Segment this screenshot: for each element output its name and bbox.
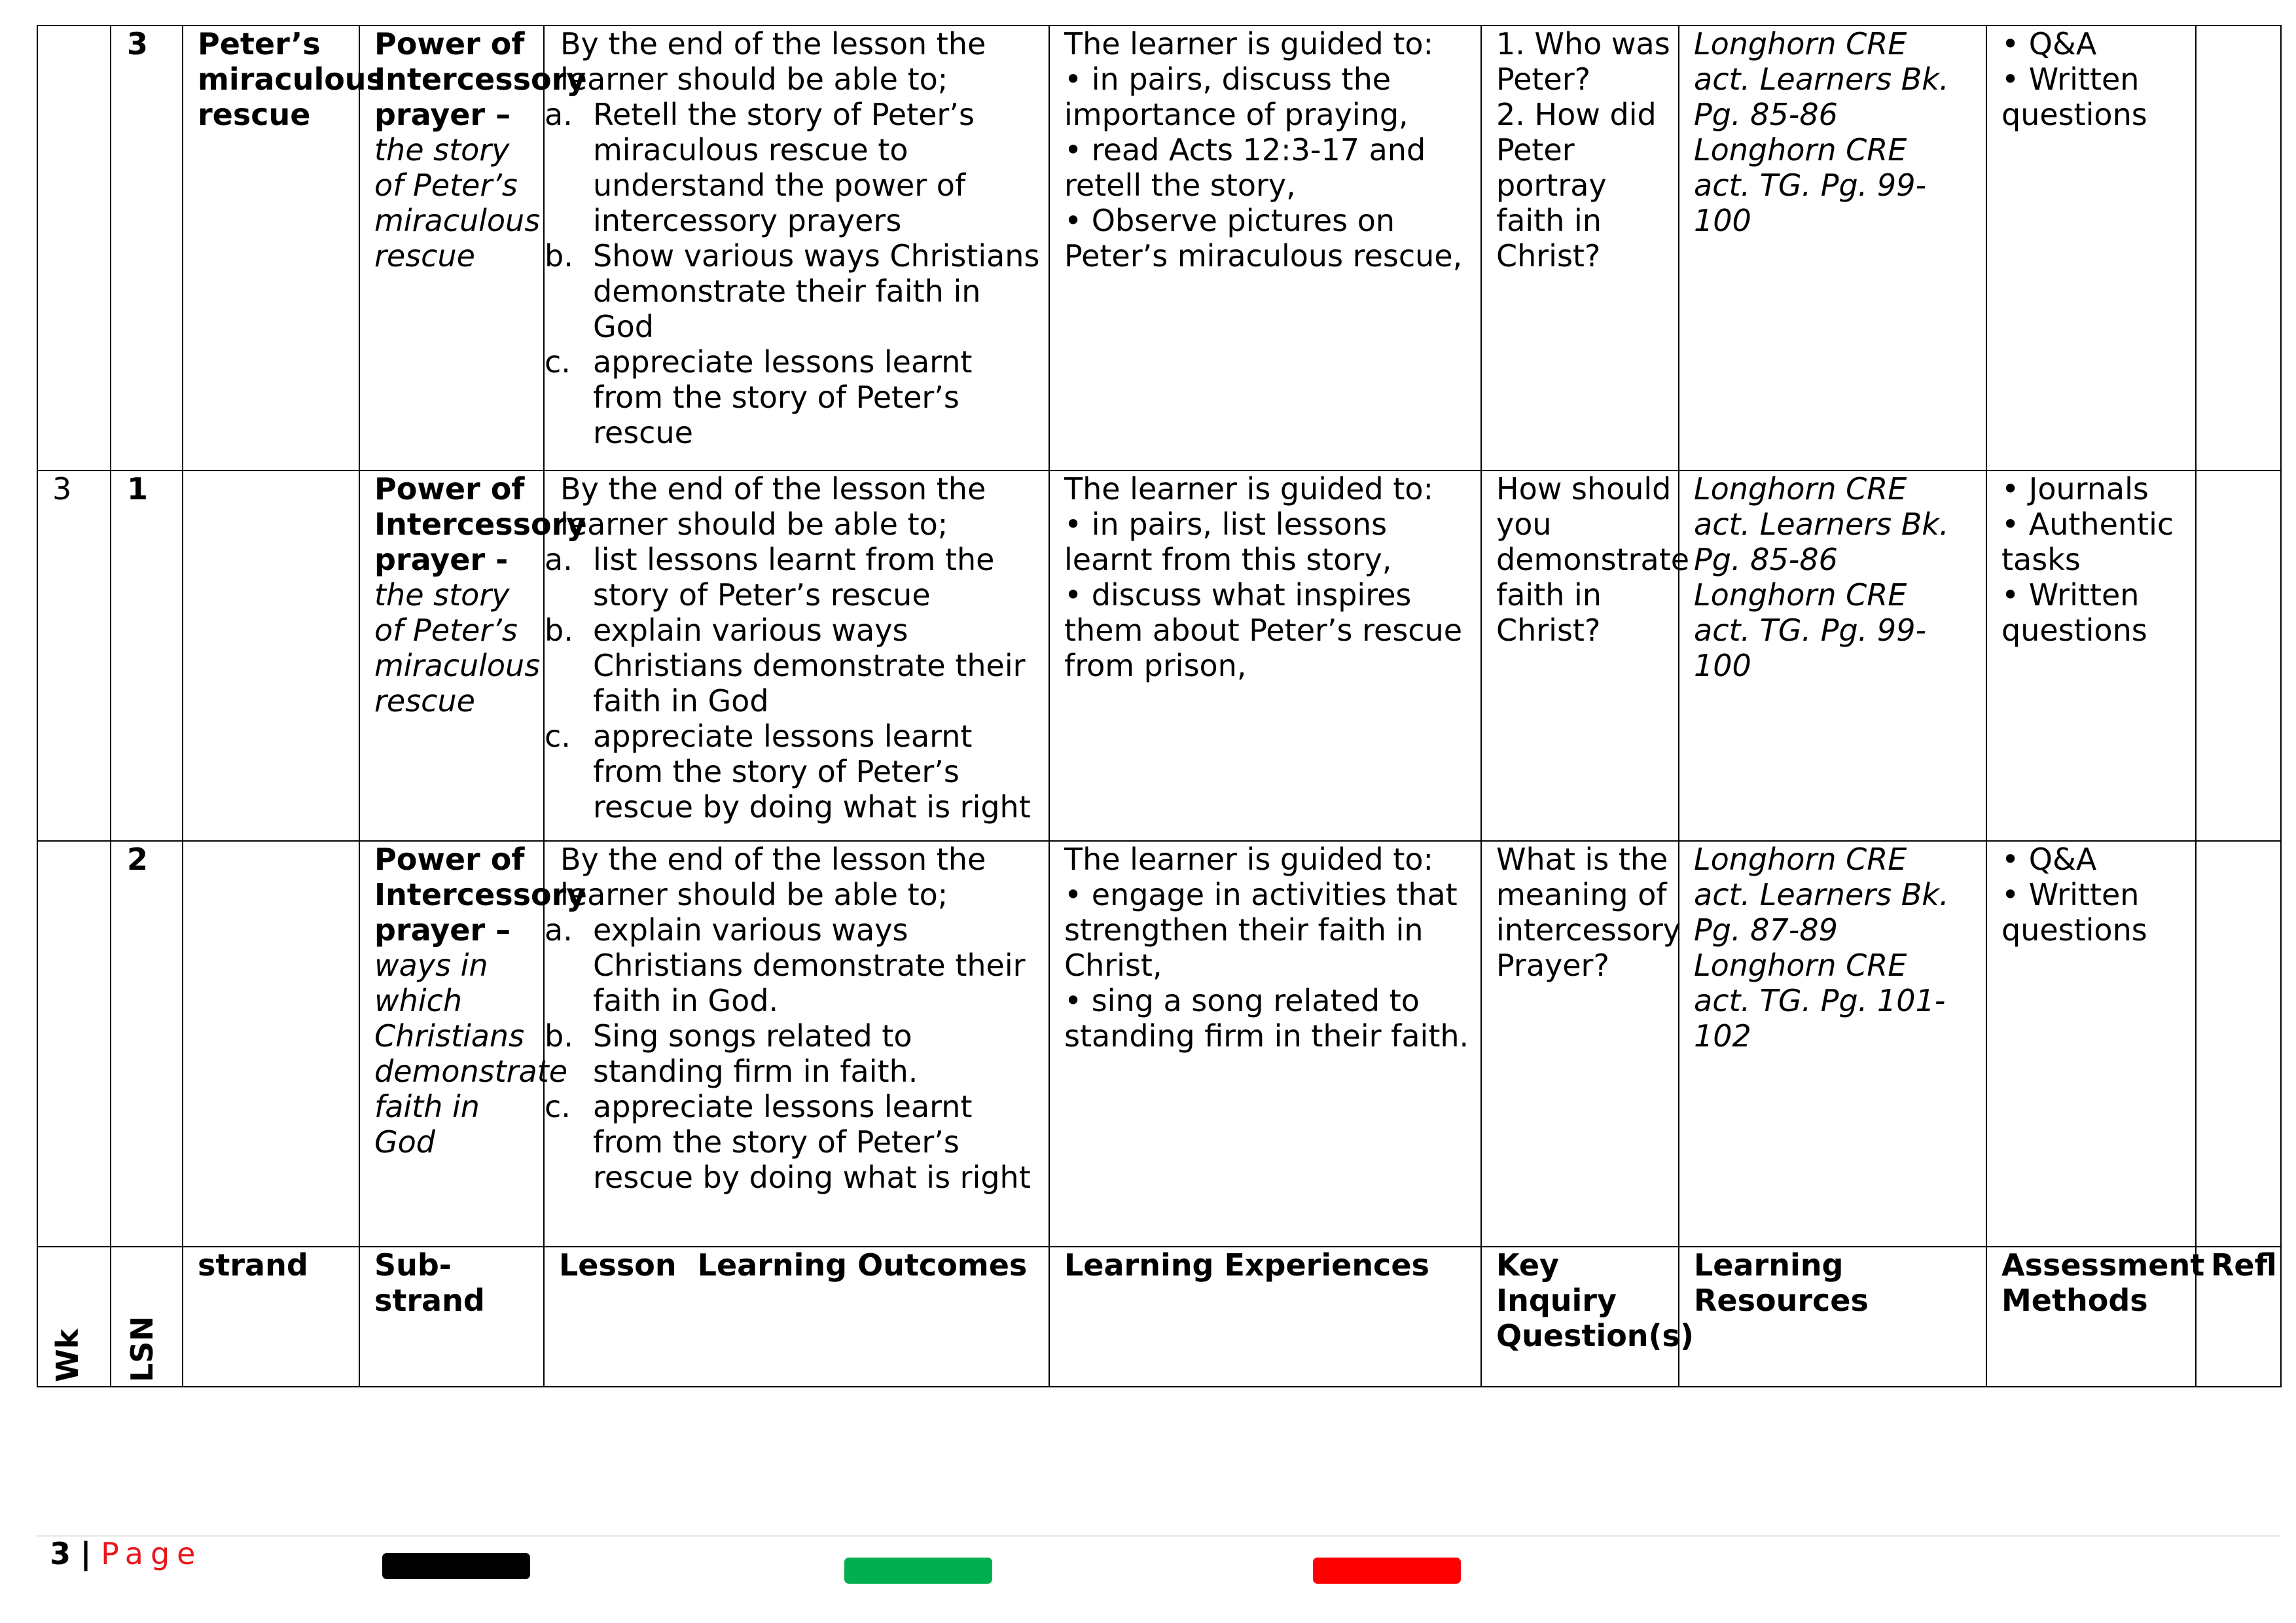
page-label: Page <box>101 1536 203 1571</box>
resource-item: Longhorn CRE act. Learners Bk. Pg. 85-86 <box>1694 26 1949 132</box>
list-item <box>545 1089 1043 1195</box>
experiences-cell <box>1049 26 1481 471</box>
week-cell <box>37 26 111 471</box>
header-outcomes: Lesson Learning Outcomes <box>544 1247 1049 1387</box>
outcomes-list <box>545 97 1043 450</box>
reflection-cell <box>2196 471 2281 841</box>
resource-item: Longhorn CRE act. TG. Pg. 99-100 <box>1694 132 1927 238</box>
list-marker: a. <box>545 542 573 577</box>
assessment-list <box>2001 26 2182 132</box>
outcome-text: explain various ways Christians demonstrate their faith in God <box>593 613 1026 719</box>
assessment-cell <box>1986 841 2196 1247</box>
resources-cell <box>1679 841 1986 1247</box>
list-item: • in pairs, discuss the importance of praying, <box>1064 62 1474 132</box>
page-number: 3 <box>50 1536 71 1571</box>
list-item: • discuss what inspires them about Peter’s rescue from prison, <box>1064 577 1474 683</box>
header-reflection: Refl <box>2196 1247 2281 1387</box>
scheme-of-work-table <box>37 25 2282 1387</box>
list-marker: b. <box>545 613 573 648</box>
outcomes-intro: By the end of the lesson the learner should be able to; <box>560 471 986 542</box>
list-item: • engage in activities that strengthen their faith in Christ, <box>1064 877 1474 983</box>
inquiry-question: What is the meaning of intercessory Prayer? <box>1496 842 1681 983</box>
header-experiences: Learning Experiences <box>1049 1247 1481 1387</box>
substrand-cell <box>359 841 586 1247</box>
substrand-cell <box>359 471 586 841</box>
resources-cell <box>1679 26 1986 471</box>
inquiry-question: How should you demonstrate faith in Christ? <box>1496 471 1690 648</box>
green-color-swatch <box>844 1558 992 1584</box>
strand-cell <box>183 841 359 1247</box>
experiences-intro: The learner is guided to: <box>1064 842 1434 877</box>
list-item: • Written questions <box>2001 577 2182 648</box>
lesson-cell: 3 <box>111 26 183 471</box>
reflection-cell <box>2196 26 2281 471</box>
substrand-title: Power of Intercessory prayer - <box>374 471 586 577</box>
inquiry-cell <box>1481 841 1679 1247</box>
table-row <box>37 471 2281 841</box>
list-item: • Journals <box>2001 471 2182 507</box>
list-item: • Authentic tasks <box>2001 507 2182 577</box>
outcome-text: appreciate lessons learnt from the story of Peter’s rescue <box>593 344 973 450</box>
outcome-text: appreciate lessons learnt from the story of Peter’s rescue by doing what is right <box>593 1089 1031 1195</box>
page-footer <box>50 1535 202 1572</box>
list-item <box>545 1018 1043 1089</box>
header-assessment: Assessment Methods <box>1986 1247 2196 1387</box>
list-item <box>545 542 1043 613</box>
substrand-topic: the story of Peter’s miraculous rescue <box>374 577 541 719</box>
list-marker: c. <box>545 344 571 380</box>
outcome-text: appreciate lessons learnt from the story of Peter’s rescue by doing what is right <box>593 719 1031 825</box>
list-marker: a. <box>545 912 573 948</box>
footer-divider <box>37 1535 2280 1537</box>
list-item: • Q&A <box>2001 842 2182 877</box>
list-item: • Written questions <box>2001 877 2182 948</box>
experiences-list <box>1064 877 1474 1054</box>
outcome-text: Retell the story of Peter’s miraculous rescue to understand the power of intercessory prayers <box>593 97 975 238</box>
resource-item: Longhorn CRE act. Learners Bk. Pg. 85-86 <box>1694 471 1949 577</box>
outcomes-cell <box>544 471 1049 841</box>
week-cell <box>37 841 111 1247</box>
list-marker: c. <box>545 1089 571 1124</box>
assessment-list <box>2001 842 2182 948</box>
list-item: • read Acts 12:3-17 and retell the story, <box>1064 132 1474 203</box>
week-cell: 3 <box>37 471 111 841</box>
header-lesson <box>111 1247 183 1387</box>
inquiry-cell <box>1481 26 1679 471</box>
lesson-cell: 2 <box>111 841 183 1247</box>
black-color-swatch <box>382 1553 530 1579</box>
header-inquiry: Key Inquiry Question(s) <box>1481 1247 1679 1387</box>
substrand-title: Power of Intercessory prayer – <box>374 26 586 132</box>
substrand-title: Power of Intercessory prayer – <box>374 842 586 948</box>
list-item <box>545 238 1043 344</box>
experiences-list <box>1064 62 1474 274</box>
resource-item: Longhorn CRE act. Learners Bk. Pg. 87-89 <box>1694 842 1949 948</box>
resource-item: Longhorn CRE act. TG. Pg. 99-100 <box>1694 577 1927 683</box>
header-resources: Learning Resources <box>1679 1247 1986 1387</box>
list-item: • Observe pictures on Peter’s miraculous rescue, <box>1064 203 1474 274</box>
header-substrand: Sub-strand <box>359 1247 544 1387</box>
reflection-cell <box>2196 841 2281 1247</box>
list-item <box>545 912 1043 1018</box>
list-marker: b. <box>545 238 573 274</box>
assessment-cell <box>1986 471 2196 841</box>
header-lesson-label: LSN <box>124 1316 160 1382</box>
outcomes-list <box>545 542 1043 825</box>
experiences-cell <box>1049 471 1481 841</box>
outcome-text: list lessons learnt from the story of Peter’s rescue <box>593 542 995 613</box>
outcomes-intro: By the end of the lesson the learner should be able to; <box>560 842 986 912</box>
list-item: • Written questions <box>2001 62 2182 132</box>
outcomes-list <box>545 912 1043 1195</box>
experiences-intro: The learner is guided to: <box>1064 26 1434 62</box>
list-item <box>545 719 1043 825</box>
header-week-label: Wk <box>50 1329 85 1382</box>
outcome-text: Sing songs related to standing firm in faith. <box>593 1018 918 1089</box>
table-header-row <box>37 1247 2281 1387</box>
list-marker: b. <box>545 1018 573 1054</box>
substrand-topic: ways in which Christians demonstrate faith in God <box>374 948 568 1160</box>
list-item: • sing a song related to standing firm in their faith. <box>1064 983 1474 1054</box>
experiences-intro: The learner is guided to: <box>1064 471 1434 507</box>
page-separator: | <box>80 1536 92 1571</box>
inquiry-question: 1. Who was Peter? <box>1496 26 1670 97</box>
list-marker: c. <box>545 719 571 754</box>
header-strand: strand <box>183 1247 359 1387</box>
table-row <box>37 26 2281 471</box>
list-item <box>545 97 1043 238</box>
outcome-text: explain various ways Christians demonstrate their faith in God. <box>593 912 1026 1018</box>
inquiry-question: 2. How did Peter portray faith in Christ? <box>1496 97 1657 274</box>
strand-cell: Peter’s miraculous rescue <box>183 26 359 471</box>
assessment-cell <box>1986 26 2196 471</box>
outcome-text: Show various ways Christians demonstrate their faith in God <box>593 238 1040 344</box>
experiences-cell <box>1049 841 1481 1247</box>
outcomes-intro: By the end of the lesson the learner should be able to; <box>560 26 986 97</box>
resource-item: Longhorn CRE act. TG. Pg. 101-102 <box>1694 948 1946 1054</box>
strand-cell <box>183 471 359 841</box>
inquiry-cell <box>1481 471 1690 841</box>
table-row <box>37 841 2281 1247</box>
experiences-list <box>1064 507 1474 683</box>
list-item: • in pairs, list lessons learnt from this story, <box>1064 507 1474 577</box>
list-marker: a. <box>545 97 573 132</box>
substrand-topic: the story of Peter’s miraculous rescue <box>374 132 541 274</box>
lesson-cell: 1 <box>111 471 183 841</box>
outcomes-cell <box>544 26 1049 471</box>
red-color-swatch <box>1313 1558 1461 1584</box>
list-item: • Q&A <box>2001 26 2182 62</box>
header-week <box>37 1247 111 1387</box>
assessment-list <box>2001 471 2182 648</box>
resources-cell <box>1679 471 1986 841</box>
list-item <box>545 613 1043 719</box>
list-item <box>545 344 1043 450</box>
substrand-cell <box>359 26 586 471</box>
outcomes-cell <box>544 841 1049 1247</box>
